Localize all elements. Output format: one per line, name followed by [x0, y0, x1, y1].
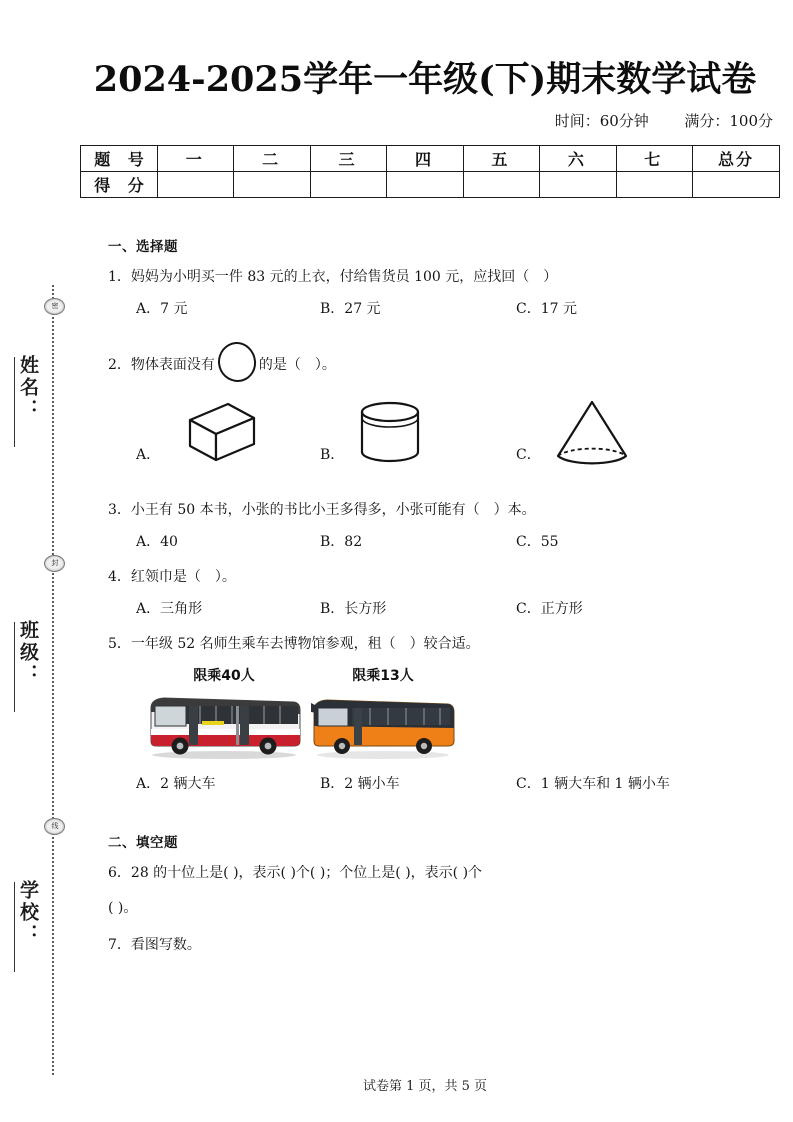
question-5-figures	[108, 665, 768, 769]
score-table-head-score: 得 分	[81, 172, 158, 198]
table-row-scores	[81, 172, 780, 198]
seal-margin	[0, 0, 70, 1122]
name-write-line	[14, 357, 15, 447]
score-table-head-question: 题 号	[81, 146, 158, 172]
cone-icon	[546, 398, 638, 472]
question-1-option-a[interactable]: A．7 元	[136, 301, 188, 317]
question-5-stem: 5．一年级 52 名师生乘车去博物馆参观，租（ ）较合适。	[108, 636, 480, 652]
question-7-stem: 7．看图写数。	[108, 937, 201, 953]
question-5-option-a[interactable]: A．2 辆大车	[136, 776, 216, 792]
school-field-label-text: 学校：	[17, 880, 39, 946]
seal-badge-mi: 密	[44, 298, 65, 315]
question-2-stem	[108, 342, 768, 382]
score-cell-4[interactable]	[387, 172, 463, 198]
score-table-col-6: 六	[540, 146, 616, 172]
exam-duration: 时间：60分钟	[554, 112, 649, 130]
score-table-col-total: 总分	[693, 146, 780, 172]
seal-dotted-line	[52, 285, 54, 1075]
orange-city-bus-icon	[308, 686, 458, 760]
question-2-option-b-label: B．	[320, 447, 345, 463]
exam-content	[108, 235, 768, 966]
exam-full-mark: 满分：100分	[684, 112, 773, 130]
question-6-line-2[interactable]: ( )。	[108, 900, 138, 916]
exam-sheet	[70, 0, 793, 1122]
school-write-line	[14, 882, 15, 972]
name-field-label-text: 姓名：	[17, 355, 39, 421]
score-table	[80, 145, 780, 198]
score-table-col-1: 一	[158, 146, 234, 172]
red-city-bus-icon	[144, 686, 304, 760]
school-field-label	[14, 880, 42, 972]
question-3-option-b[interactable]: B．82	[320, 534, 363, 550]
question-4-options	[108, 598, 768, 624]
score-cell-total[interactable]	[693, 172, 780, 198]
question-5-option-b[interactable]: B．2 辆小车	[320, 776, 400, 792]
bus-big-capacity-label: 限乘40人	[193, 668, 255, 684]
score-table-col-7: 七	[616, 146, 692, 172]
section-heading-fill-blank: 二、填空题	[108, 835, 178, 851]
question-1-option-b[interactable]: B．27 元	[320, 301, 381, 317]
class-write-line	[14, 622, 15, 712]
score-cell-1[interactable]	[158, 172, 234, 198]
cuboid-icon	[166, 398, 258, 470]
cylinder-icon	[350, 398, 430, 470]
page-title: 2024-2025学年一年级(下)期末数学试卷	[93, 59, 757, 100]
question-4-option-a[interactable]: A．三角形	[136, 601, 203, 617]
question-5-option-c[interactable]: C．1 辆大车和 1 辆小车	[516, 776, 670, 792]
seal-badge-feng: 封	[44, 555, 65, 572]
page-footer: 试卷第 1 页，共 5 页	[362, 1079, 488, 1094]
score-cell-2[interactable]	[234, 172, 310, 198]
question-1-option-c[interactable]: C．17 元	[516, 301, 577, 317]
question-5-options	[108, 773, 768, 799]
score-cell-6[interactable]	[540, 172, 616, 198]
question-6-line-1[interactable]: 6．28 的十位上是( )，表示( )个( )；个位上是( )，表示( )个	[108, 865, 483, 881]
circle-shape-icon	[217, 341, 258, 384]
score-table-col-5: 五	[463, 146, 539, 172]
question-4-option-b[interactable]: B．长方形	[320, 601, 387, 617]
question-4-stem: 4．红领巾是（ ）。	[108, 569, 236, 585]
question-2-option-c-label: C．	[516, 447, 541, 463]
question-2-option-a-label: A．	[136, 447, 161, 463]
question-3-option-a[interactable]: A．40	[136, 534, 178, 550]
question-2-figures	[108, 398, 768, 484]
class-field-label	[14, 620, 42, 712]
bus-small-capacity-label: 限乘13人	[352, 668, 414, 684]
question-2-stem-after: 的是（ ）。	[258, 357, 336, 373]
bus-big-figure	[144, 665, 304, 764]
question-3-option-c[interactable]: C．55	[516, 534, 559, 550]
section-heading-choice: 一、选择题	[108, 239, 178, 255]
exam-meta	[555, 110, 773, 131]
table-row-question-numbers	[81, 146, 780, 172]
score-cell-7[interactable]	[616, 172, 692, 198]
question-1-stem: 1．妈妈为小明买一件 83 元的上衣，付给售货员 100 元，应找回（ ）	[108, 269, 558, 285]
bus-small-figure	[308, 665, 458, 764]
score-cell-5[interactable]	[463, 172, 539, 198]
score-table-col-2: 二	[234, 146, 310, 172]
question-3-stem: 3．小王有 50 本书，小张的书比小王多得多，小张可能有（ ）本。	[108, 502, 536, 518]
name-field-label	[14, 355, 42, 447]
seal-badge-xian: 线	[44, 818, 65, 835]
class-field-label-text: 班级：	[17, 620, 39, 686]
question-2-stem-before: 2．物体表面没有	[108, 357, 215, 373]
question-3-options	[108, 531, 768, 557]
question-4-option-c[interactable]: C．正方形	[516, 601, 583, 617]
score-table-col-4: 四	[387, 146, 463, 172]
score-table-col-3: 三	[310, 146, 386, 172]
score-cell-3[interactable]	[310, 172, 386, 198]
question-1-options	[108, 298, 768, 324]
